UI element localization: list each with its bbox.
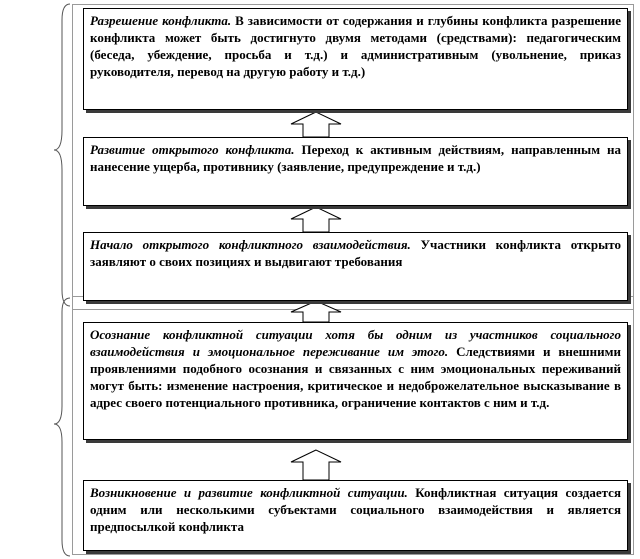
arrow-up-icon bbox=[291, 301, 341, 322]
stage-open-conflict-box bbox=[83, 137, 628, 206]
stage-description: В зависимости от содержания и глубины конфликта разрешение конфликта может быть достигнуто двумя методами (средствами): педагогическим (беседа, убеждение, просьба и т.д.) и административным (увольнение, приказ руководителя, перевод на другую работу и т.д.) bbox=[90, 13, 622, 79]
stage-description: Следствиями и внешними проявлениями подобного осознания и связанных с ним эмоциональных переживаний могут быть: изменение настроения, критическое и недоброжелательное высказывание в адрес своего потенциального противника, ограничение контактов с ним и т.д. bbox=[90, 344, 621, 410]
arrow-up-icon bbox=[291, 450, 341, 480]
upper-group-brace bbox=[54, 4, 70, 306]
arrow-up-icon bbox=[291, 112, 341, 137]
stage-heading: Возникновение и развитие конфликтной ситуации. bbox=[90, 485, 408, 500]
stage-emergence-box bbox=[83, 480, 628, 551]
stage-resolution-box bbox=[83, 8, 628, 110]
stage-heading: Разрешение конфликта. bbox=[90, 13, 232, 28]
stage-description: Конфликтная ситуация создается одним или несколькими субъектами социального взаимодействия и является предпосылкой конфликта bbox=[90, 485, 621, 534]
stage-description: Переход к активным действиям, направленным на нанесение ущерба, противнику (заявление, предупреждение и т.д.) bbox=[90, 142, 621, 174]
stage-description: Участники конфликта открыто заявляют о своих позициях и выдвигают требования bbox=[90, 237, 621, 269]
lower-group-brace bbox=[54, 298, 70, 556]
stage-interaction-start-box bbox=[83, 232, 628, 301]
stage-heading: Осознание конфликтной ситуации хотя бы одним из участников социального взаимодействия и эмоциональное переживание им этого. bbox=[90, 327, 621, 359]
stage-awareness-box bbox=[83, 322, 628, 440]
stage-heading: Начало открытого конфликтного взаимодействия. bbox=[90, 237, 411, 252]
arrow-up-icon bbox=[291, 207, 341, 232]
stage-heading: Развитие открытого конфликта. bbox=[90, 142, 295, 157]
